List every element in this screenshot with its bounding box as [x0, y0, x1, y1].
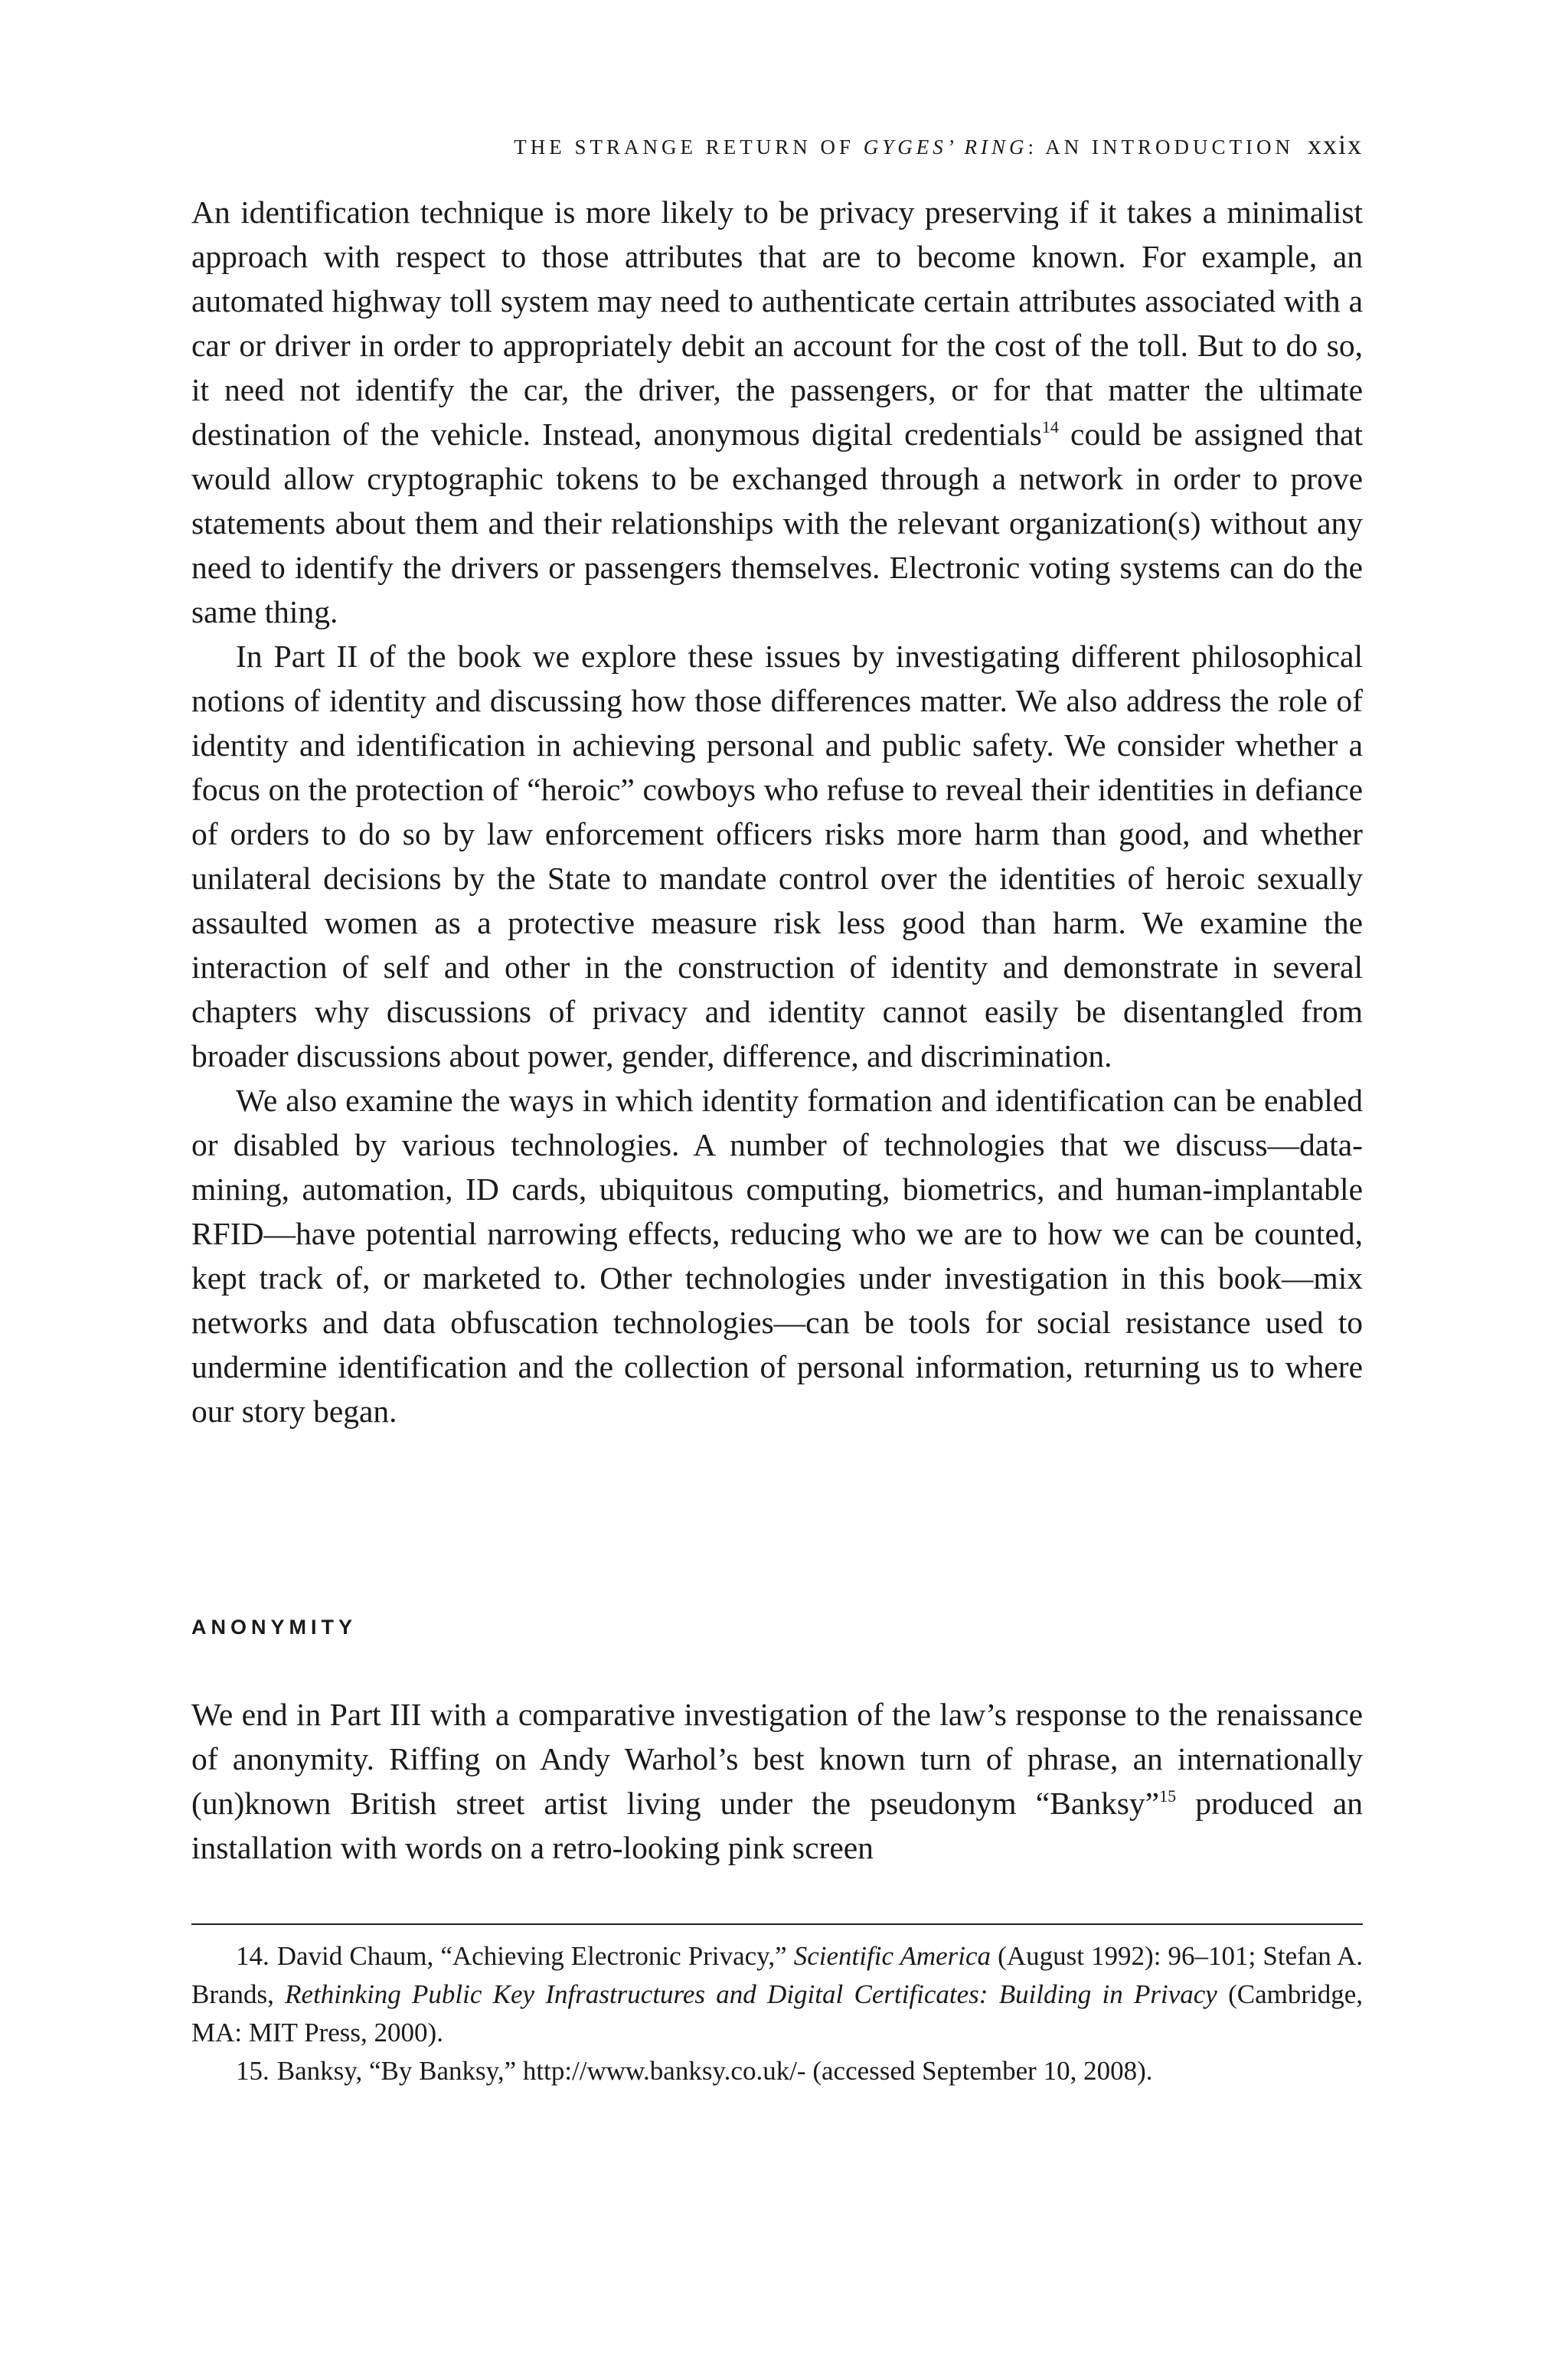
- footnote-14: [191, 1937, 1363, 2052]
- paragraph-1-text-rest: could be assigned that would allow cryptographic tokens to be exchanged through a network in order to prove statements about them and their relationships with the relevant organization(s) without any need to identify the drivers or passengers themselves. Electronic voting systems can do the same thing.: [191, 417, 1363, 629]
- running-head: [514, 129, 1363, 161]
- footnote-15-number: 15.: [236, 2056, 270, 2086]
- footnote-14-text-a: David Chaum, “Achieving Electronic Privacy,”: [276, 1941, 794, 1971]
- footnote-ref-14: 14: [1041, 417, 1059, 436]
- footnote-14-book-title: Rethinking Public Key Infrastructures and Digital Certificates: Building in Privacy: [285, 1979, 1217, 2009]
- book-page: [191, 0, 1363, 2366]
- paragraph-3: We also examine the ways in which identity formation and identification can be enabled or disabled by various technologies. A number of technologies that we discuss—data-mining, automation, ID cards, ubiquitous computing, biometrics, and human-implantable RFID—have potential narrowing effects, reducing who we are to how we can be counted, kept track of, or marketed to. Other technologies under investigation in this book—mix networks and data obfuscation technologies—can be tools for social resistance used to undermine identification and the collection of personal information, returning us to where our story began.: [191, 1083, 1363, 1429]
- footnotes: [191, 1937, 1363, 2090]
- running-head-suffix: : AN INTRODUCTION: [1027, 136, 1294, 158]
- section-paragraph: [191, 1692, 1363, 1870]
- running-head-italic-title: GYGES’ RING: [863, 136, 1028, 158]
- body-text: [191, 190, 1363, 1433]
- footnote-15: [191, 2052, 1363, 2090]
- section-paragraph-text: We end in Part III with a comparative investigation of the law’s response to the renaissance of anonymity. Riffing on Andy Warhol’s best known turn of phrase, an internationally (un)known British street artist living under the pseudonym “Banksy”: [191, 1697, 1363, 1821]
- paragraph-1: [191, 190, 1363, 634]
- footnote-14-number: 14.: [236, 1941, 270, 1971]
- page-number: xxix: [1307, 129, 1363, 160]
- footnote-14-journal: Scientific America: [793, 1941, 991, 1971]
- footnote-divider: [191, 1923, 1363, 1925]
- footnote-ref-15: 15: [1159, 1786, 1177, 1806]
- section-heading: ANONYMITY: [191, 1616, 357, 1639]
- running-head-prefix: THE STRANGE RETURN OF: [514, 136, 864, 158]
- paragraph-2: In Part II of the book we explore these issues by investigating different philosophical notions of identity and discussing how those differences matter. We also address the role of identity and identification in achieving personal and public safety. We consider whether a focus on the protection of “heroic” cowboys who refuse to reveal their identities in defiance of orders to do so by law enforcement officers risks more harm than good, and whether unilateral decisions by the State to mandate control over the identities of heroic sexually assaulted women as a protective measure risk less good than harm. We examine the interaction of self and other in the construction of identity and demonstrate in several chapters why discussions of privacy and identity cannot easily be disentangled from broader discussions about power, gender, difference, and discrimination.: [191, 639, 1363, 1074]
- footnote-14-text-e: (Cambridge, MA: MIT Press, 2000).: [191, 1979, 1364, 2047]
- paragraph-1-text: An identification technique is more likely to be privacy preserving if it takes a minimalist approach with respect to those attributes that are to become known. For example, an automated highway toll system may need to authenticate certain attributes associated with a car or driver in order to appropriately debit an account for the cost of the toll. But to do so, it need not identify the car, the driver, the passengers, or for that matter the ultimate destination of the vehicle. Instead, anonymous digital credentials: [191, 194, 1363, 452]
- footnote-14-text-c: (August 1992): 96–101; Stefan A. Brands,: [191, 1941, 1363, 2009]
- section-paragraph-text-rest: produced an installation with words on a retro-looking pink screen: [191, 1786, 1363, 1865]
- section-text: [191, 1692, 1363, 1870]
- footnote-15-text: Banksy, “By Banksy,” http://www.banksy.co.uk/- (accessed September 10, 2008).: [276, 2056, 1153, 2086]
